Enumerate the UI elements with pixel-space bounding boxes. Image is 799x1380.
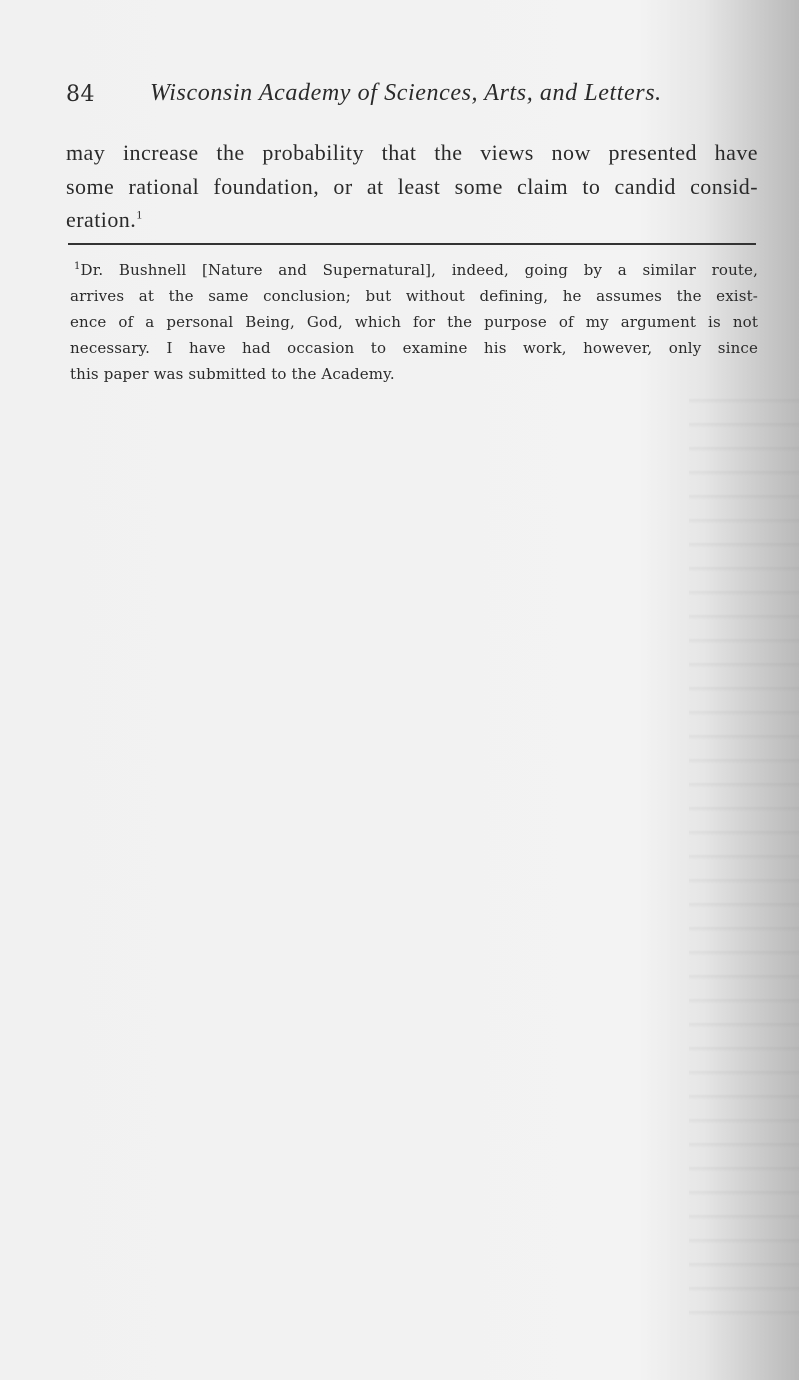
body-line-1: may increase the probability that the views now presented have: [66, 140, 758, 165]
footnote-marker: 1: [74, 261, 81, 272]
footnote-divider: [68, 243, 756, 245]
footnote-line-4: necessary. I have had occasion to examine his work, however, only since: [70, 339, 758, 357]
footnote-line-3: ence of a personal Being, God, which for the purpose of my argument is not: [70, 313, 758, 331]
footnote-line-5: this paper was submitted to the Academy.: [70, 365, 395, 383]
show-through-text-shadow: [689, 380, 799, 1320]
footnote-line-1-text: Dr. Bushnell [Nature and Supernatural], indeed, going by a similar route,: [80, 261, 758, 279]
body-line-3-text: eration.: [66, 207, 137, 232]
footnote-line-2: arrives at the same conclusion; but without defining, he assumes the exist-: [70, 287, 758, 305]
footnote-reference: 1: [136, 207, 143, 222]
body-line-3: [66, 207, 143, 233]
running-header: Wisconsin Academy of Sciences, Arts, and Letters.: [150, 80, 662, 106]
body-line-2: some rational foundation, or at least some claim to candid consid-: [66, 174, 758, 199]
page-number: 84: [66, 82, 95, 107]
footnote-line-1: [74, 260, 758, 280]
